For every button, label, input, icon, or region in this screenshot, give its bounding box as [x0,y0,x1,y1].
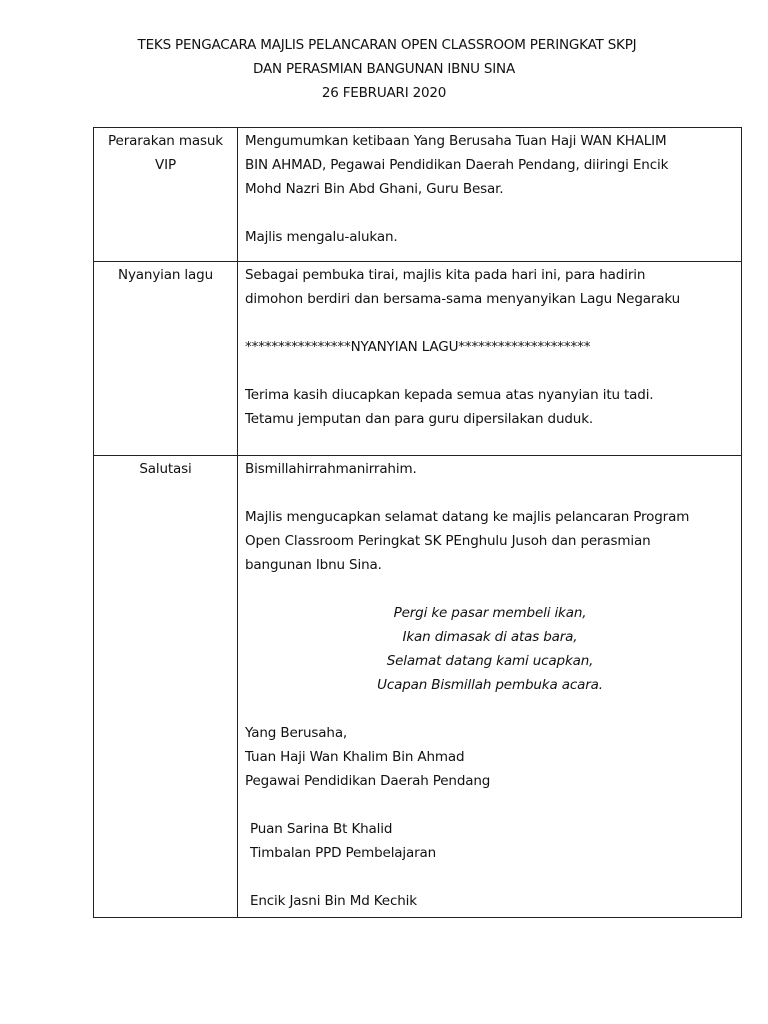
row-content-cell [238,262,742,456]
content-line: Majlis mengucapkan selamat datang ke majlis pelancaran Program [245,509,690,525]
row-label-cell [94,128,238,262]
pantun-line: Pergi ke pasar membeli ikan, [393,605,587,621]
content-line: bangunan Ibnu Sina. [245,557,382,573]
row-label-cell [94,262,238,456]
document-title-line1: TEKS PENGACARA MAJLIS PELANCARAN OPEN CLASSROOM PERINGKAT SKPJ [137,37,637,53]
row-label: Perarakan masuk [108,133,223,149]
pantun-verse [245,601,735,697]
document-date: 26 FEBRUARI 2020 [321,85,447,101]
row-label: Nyanyian lagu [118,267,213,283]
row-label: VIP [155,157,176,173]
content-line: Terima kasih diucapkan kepada semua atas nyanyian itu tadi. [245,387,654,403]
content-line: Mohd Nazri Bin Abd Ghani, Guru Besar. [245,181,504,197]
salutation-line: Tuan Haji Wan Khalim Bin Ahmad [245,749,465,765]
row-label-cell [94,456,238,918]
salutation-line: Puan Sarina Bt Khalid [250,821,393,837]
salutation-line: Timbalan PPD Pembelajaran [250,845,437,861]
content-line: dimohon berdiri dan bersama-sama menyanyikan Lagu Negaraku [245,291,681,307]
pantun-line: Ucapan Bismillah pembuka acara. [377,677,603,693]
content-line: Sebagai pembuka tirai, majlis kita pada hari ini, para hadirin [245,267,646,283]
row-content-cell [238,128,742,262]
content-line: BIN AHMAD, Pegawai Pendidikan Daerah Pendang, diiringi Encik [245,157,669,173]
salutation-line: Encik Jasni Bin Md Kechik [250,893,417,909]
content-line: Mengumumkan ketibaan Yang Berusaha Tuan Haji WAN KHALIM [245,133,667,149]
programme-script-table [93,127,742,918]
table-row-anthem [94,262,742,456]
pantun-line: Ikan dimasak di atas bara, [402,629,578,645]
table-row-salutation [94,456,742,918]
content-line: Majlis mengalu-alukan. [245,229,398,245]
salutation-line: Yang Berusaha, [245,725,348,741]
document-header [0,33,768,105]
content-line: Tetamu jemputan dan para guru dipersilakan duduk. [245,411,594,427]
opening-line: Bismillahirrahmanirrahim. [245,461,417,477]
table-row-vip-procession [94,128,742,262]
row-content-cell [238,456,742,918]
anthem-banner: ****************NYANYIAN LAGU******************** [245,339,591,355]
row-label: Salutasi [139,461,192,477]
document-title-line2: DAN PERASMIAN BANGUNAN IBNU SINA [252,61,515,77]
pantun-line: Selamat datang kami ucapkan, [386,653,594,669]
salutation-line: Pegawai Pendidikan Daerah Pendang [245,773,491,789]
content-line: Open Classroom Peringkat SK PEnghulu Jusoh dan perasmian [245,533,651,549]
